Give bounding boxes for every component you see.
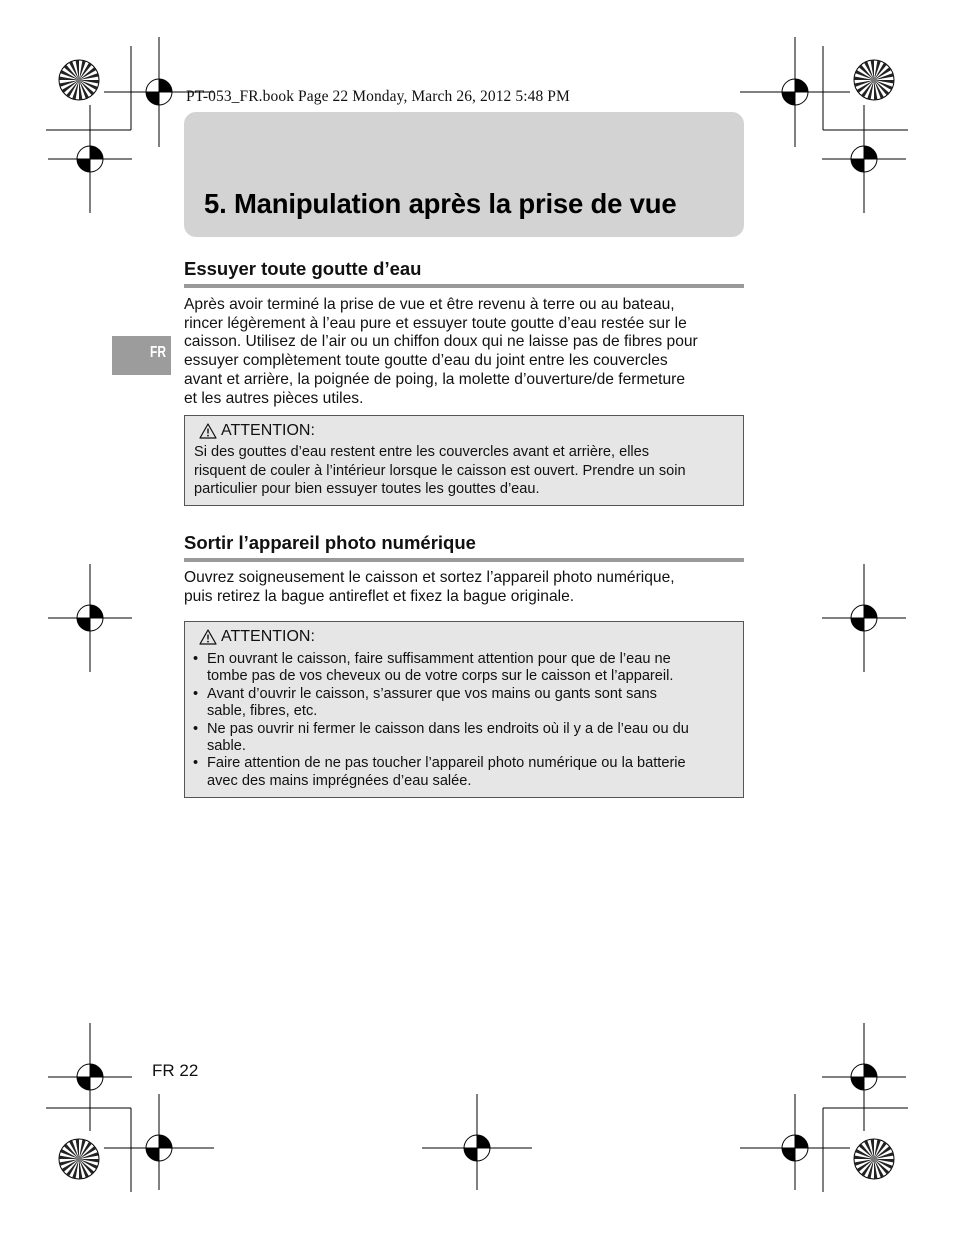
attention-box <box>184 415 744 506</box>
radial-color-target-icon <box>853 59 895 101</box>
text-line: particulier pour bien essuyer toutes les gouttes d’eau. <box>194 481 540 498</box>
list-item <box>193 721 733 756</box>
attention-list <box>193 651 733 790</box>
language-tab <box>112 336 171 375</box>
chapter-title: 5. Manipulation après la prise de vue <box>204 188 677 219</box>
text-line: Faire attention de ne pas toucher l’appareil photo numérique ou la batterie <box>207 755 686 772</box>
bullet: • <box>193 685 199 702</box>
attention-box <box>184 621 744 798</box>
book-header: PT-053_FR.book Page 22 Monday, March 26, 2012 5:48 PM <box>186 88 570 105</box>
bullet: • <box>193 720 199 737</box>
text-line: essuyer complètement toute goutte d’eau du joint entre les couvercles <box>184 352 668 370</box>
list-item <box>193 755 733 790</box>
text-line: sable. <box>207 738 246 755</box>
registration-mark-icon <box>46 103 134 215</box>
text-line: risquent de couler à l’intérieur lorsque le caisson est ouvert. Prendre un soin <box>194 462 686 479</box>
list-item <box>193 651 733 686</box>
bullet: • <box>193 651 199 667</box>
registration-mark-icon <box>738 1092 852 1192</box>
registration-mark-icon <box>820 562 908 674</box>
section-body <box>184 296 744 408</box>
list-item <box>193 686 733 721</box>
section-body <box>184 569 744 606</box>
warning-triangle-icon <box>199 629 217 645</box>
radial-color-target-icon <box>853 1138 895 1180</box>
attention-label: ATTENTION: <box>221 422 315 439</box>
text-line: rincer légèrement à l’eau pure et essuyer toute goutte d’eau restée sur le <box>184 314 687 332</box>
language-tab-label: FR <box>150 344 166 361</box>
section-wipe-water <box>184 258 744 288</box>
attention-heading <box>199 421 743 441</box>
text-line: Ouvrez soigneusement le caisson et sortez l’appareil photo numérique, <box>184 569 675 586</box>
text-line: tombe pas de vos cheveux ou de votre corps sur le caisson et l’appareil. <box>207 668 674 685</box>
text-line: Avant d’ouvrir le caisson, s’assurer que vos mains ou gants sont sans <box>207 685 657 702</box>
registration-mark-icon <box>420 1092 534 1192</box>
section-heading: Essuyer toute goutte d’eau <box>184 258 744 288</box>
text-line: Après avoir terminé la prise de vue et être revenu à terre ou au bateau, <box>184 296 675 313</box>
registration-mark-icon <box>102 1092 216 1192</box>
section-remove-camera <box>184 532 744 562</box>
registration-mark-icon <box>820 103 908 215</box>
text-line: Ne pas ouvrir ni fermer le caisson dans les endroits où il y a de l’eau ou du <box>207 720 689 737</box>
body-paragraph <box>184 296 744 408</box>
attention-label: ATTENTION: <box>221 628 315 645</box>
text-line: puis retirez la bague antireflet et fixez la bague originale. <box>184 587 575 605</box>
text-line: En ouvrant le caisson, faire suffisamment attention pour que de l’eau ne <box>207 651 671 667</box>
text-line: avant et arrière, la poignée de poing, la molette d’ouverture/de fermeture <box>184 370 686 388</box>
text-line: sable, fibres, etc. <box>207 703 318 720</box>
text-line: et les autres pièces utiles. <box>184 389 364 407</box>
page-number: FR 22 <box>152 1061 199 1080</box>
registration-mark-icon <box>46 562 134 674</box>
text-line: caisson. Utilisez de l’air ou un chiffon doux qui ne laisse pas de fibres pour <box>184 333 698 351</box>
section-heading: Sortir l’appareil photo numérique <box>184 532 744 562</box>
radial-color-target-icon <box>58 1138 100 1180</box>
bullet: • <box>193 755 199 772</box>
text-line: Si des gouttes d’eau restent entre les couvercles avant et arrière, elles <box>194 444 650 460</box>
attention-text <box>194 443 733 499</box>
radial-color-target-icon <box>58 59 100 101</box>
text-line: avec des mains imprégnées d’eau salée. <box>207 772 472 789</box>
warning-triangle-icon <box>199 423 217 439</box>
body-paragraph <box>184 569 744 606</box>
attention-heading <box>199 627 743 647</box>
chapter-banner <box>184 112 744 237</box>
